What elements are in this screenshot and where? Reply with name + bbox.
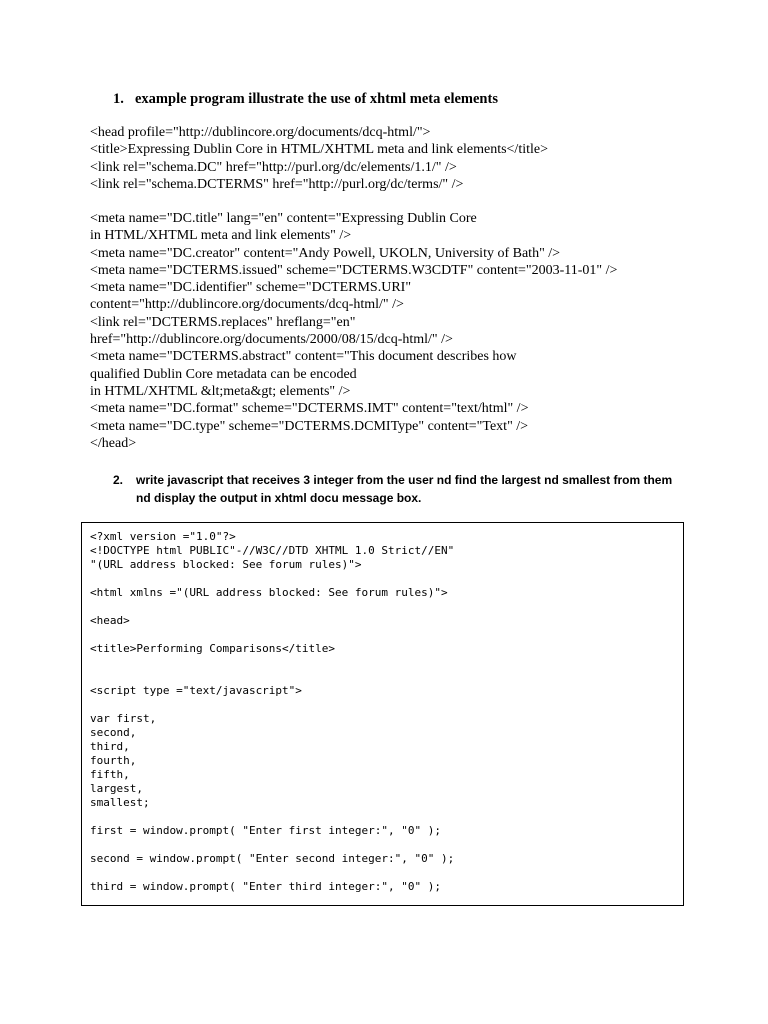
code-line: <title>Performing Comparisons</title> bbox=[90, 642, 336, 655]
code-line: href="http://dublincore.org/documents/2000/08/15/dcq-html/" /> bbox=[90, 332, 453, 348]
head-link-block bbox=[90, 124, 548, 193]
code-line: <meta name="DCTERMS.issued" scheme="DCTERMS.W3CDTF" content="2003-11-01" /> bbox=[90, 262, 618, 278]
code-line: third = window.prompt( "Enter third integer:", "0" ); bbox=[90, 880, 441, 893]
code-line: <link rel="schema.DC" href="http://purl.org/dc/elements/1.1/" /> bbox=[90, 159, 457, 175]
code-line: var first, bbox=[90, 712, 157, 725]
code-line bbox=[90, 656, 675, 670]
code-line: <head> bbox=[90, 614, 130, 627]
section-2-number: 2. bbox=[113, 473, 124, 487]
code-line: <meta name="DC.title" lang="en" content="Expressing Dublin Core bbox=[90, 211, 477, 226]
code-line bbox=[90, 866, 675, 880]
code-line: <meta name="DC.format" scheme="DCTERMS.IMT" content="text/html" /> bbox=[90, 401, 529, 417]
code-line bbox=[90, 698, 675, 712]
code-line bbox=[90, 838, 675, 852]
code-line: third, bbox=[90, 740, 130, 753]
code-box bbox=[81, 522, 684, 906]
code-line: largest, bbox=[90, 782, 143, 795]
code-line bbox=[90, 600, 675, 614]
code-line: <title>Expressing Dublin Core in HTML/XHTML meta and link elements</title> bbox=[90, 142, 548, 158]
section-1-heading bbox=[113, 89, 498, 109]
code-line bbox=[90, 628, 675, 642]
section-1-title: example program illustrate the use of xhtml meta elements bbox=[135, 91, 498, 107]
code-line: first = window.prompt( "Enter first integer:", "0" ); bbox=[90, 824, 441, 837]
code-line: <meta name="DC.type" scheme="DCTERMS.DCMIType" content="Text" /> bbox=[90, 418, 529, 434]
meta-elements-block bbox=[90, 210, 617, 452]
code-line: <meta name="DC.identifier" scheme="DCTERMS.URI" bbox=[90, 280, 412, 296]
code-line: fifth, bbox=[90, 768, 130, 781]
code-line: qualified Dublin Core metadata can be encoded bbox=[90, 366, 357, 382]
code-line: <!DOCTYPE html PUBLIC"-//W3C//DTD XHTML 1.0 Strict//EN" bbox=[90, 544, 455, 557]
section-1-number: 1. bbox=[113, 91, 124, 107]
code-line bbox=[90, 810, 675, 824]
code-line: smallest; bbox=[90, 796, 150, 809]
code-line: <script type ="text/javascript"> bbox=[90, 684, 302, 697]
code-line: <head profile="http://dublincore.org/documents/dcq-html/"> bbox=[90, 125, 431, 140]
code-line: "(URL address blocked: See forum rules)"> bbox=[90, 558, 362, 571]
code-line: </head> bbox=[90, 435, 137, 451]
code-line: <html xmlns ="(URL address blocked: See forum rules)"> bbox=[90, 586, 448, 599]
section-2-title: write javascript that receives 3 integer from the user nd find the largest nd smallest from them nd display the output in xhtml docu message box. bbox=[136, 473, 673, 505]
code-line: <?xml version ="1.0"?> bbox=[90, 530, 236, 543]
section-2-heading bbox=[113, 471, 673, 507]
code-line: second = window.prompt( "Enter second integer:", "0" ); bbox=[90, 852, 455, 865]
code-line: <link rel="schema.DCTERMS" href="http://purl.org/dc/terms/" /> bbox=[90, 176, 464, 192]
code-line: fourth, bbox=[90, 754, 137, 767]
code-line: <meta name="DCTERMS.abstract" content="This document describes how bbox=[90, 349, 517, 365]
code-line: <meta name="DC.creator" content="Andy Powell, UKOLN, University of Bath" /> bbox=[90, 245, 561, 261]
code-line: second, bbox=[90, 726, 137, 739]
code-line: content="http://dublincore.org/documents/dcq-html/" /> bbox=[90, 297, 404, 313]
code-line: in HTML/XHTML meta and link elements" /> bbox=[90, 228, 352, 244]
code-line: in HTML/XHTML &lt;meta&gt; elements" /> bbox=[90, 383, 351, 399]
code-line bbox=[90, 572, 675, 586]
code-line: <link rel="DCTERMS.replaces" hreflang="en" bbox=[90, 314, 356, 330]
code-line bbox=[90, 670, 675, 684]
